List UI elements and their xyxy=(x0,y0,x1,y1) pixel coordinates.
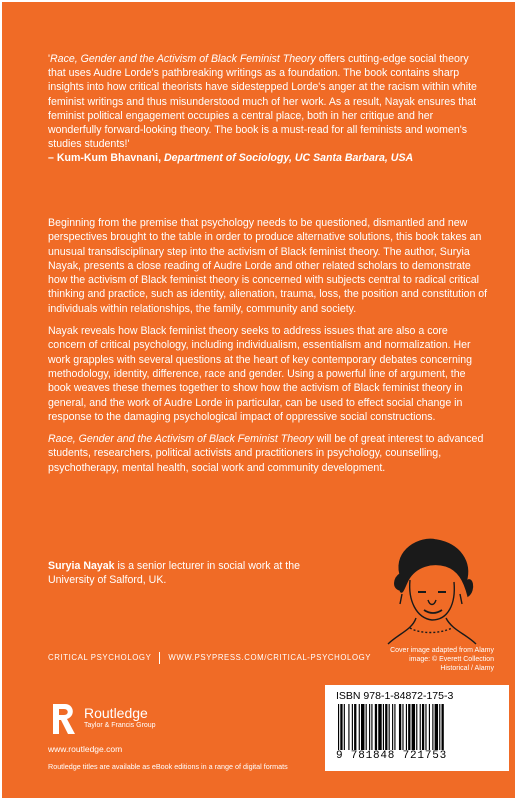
quote-body: offers cutting-edge social theory that uses Audre Lorde's pathbreaking writings as a foundation. The book contains sharp insights into how critical theorists have sidestepped Lorde's anger at the racism within white feminist writings and thus misunderstood much of her work. As a result, Nayak ensures that feminist political engagement occupies a central place, both in her critique and her wonderfully forward-looking theory. The book is a must-read for all feminists and women's studies students!' xyxy=(48,53,477,151)
barcode-bar xyxy=(361,704,364,750)
barcode-bar xyxy=(435,704,438,750)
informa-brand: informa xyxy=(399,762,426,771)
isbn-label: ISBN 978-1-84872-175-3 xyxy=(336,690,454,702)
barcode-bar xyxy=(429,704,430,750)
barcode-bar xyxy=(425,704,426,750)
barcode-bar xyxy=(369,704,370,750)
informa-prefix: an xyxy=(389,762,399,771)
barcode-bar xyxy=(371,704,372,750)
barcode-bar xyxy=(412,704,415,750)
author-name: Suryia Nayak xyxy=(48,560,115,572)
quote-book-title: Race, Gender and the Activism of Black Feminist Theory xyxy=(50,53,316,65)
barcode-bar xyxy=(359,704,360,750)
barcode-bar xyxy=(420,704,421,750)
barcode-bar xyxy=(352,704,353,750)
barcode-bar xyxy=(378,704,381,750)
author-bio-text: is a senior lecturer in social work at the University of Salford, UK. xyxy=(48,560,301,587)
series-line xyxy=(48,652,372,664)
barcode-bar xyxy=(394,704,395,750)
barcode-bar xyxy=(389,704,390,750)
barcode-bar xyxy=(408,704,410,750)
attribution-affiliation: Department of Sociology, UC Santa Barbara, USA xyxy=(163,152,414,165)
barcode-bar xyxy=(432,704,433,750)
description-paragraph-3 xyxy=(48,432,488,475)
informa-suffix: busi xyxy=(425,762,441,771)
description-paragraph-2: Nayak reveals how Black feminist theory seeks to address issues that are also a core concern of critical psychology, including individualism, essentialism and normalization. Her work grapples with several questions at the heart of key contemporary debates concerning methodology, identity, difference, race and gender. Using a powerful line of argument, the book weaves these themes together to show how the activism of Black feminist theory in general, and the work of Audre Lorde in particular, can be used to effect social change in response to the damaging psychological impact of oppressive social constructions. xyxy=(48,325,472,423)
barcode-bar xyxy=(416,704,417,750)
barcode-bar xyxy=(442,704,444,750)
quote-attribution xyxy=(48,152,413,164)
series-url[interactable]: WWW.PSYPRESS.COM/CRITICAL-PSYCHOLOGY xyxy=(168,653,372,663)
routledge-logo-icon xyxy=(48,702,78,736)
series-divider xyxy=(159,652,160,664)
barcode-bar xyxy=(406,704,407,750)
barcode-digits: 9 781848 721753 xyxy=(336,750,448,762)
series-name: CRITICAL PSYCHOLOGY xyxy=(48,653,152,663)
barcode-bar xyxy=(402,704,403,750)
barcode-bar xyxy=(422,704,424,750)
barcode-bar xyxy=(340,704,342,750)
publisher-url[interactable]: www.routledge.com xyxy=(48,744,123,754)
author-portrait xyxy=(380,534,482,646)
publisher-name: Routledge xyxy=(84,705,148,721)
barcode-bar xyxy=(385,704,387,750)
author-bio xyxy=(48,559,348,587)
barcode-bar xyxy=(375,704,377,750)
publisher-group: Taylor & Francis Group xyxy=(84,722,156,729)
quote-open-mark: ' xyxy=(48,53,51,65)
informa-business-mark xyxy=(389,762,441,771)
book-description xyxy=(48,216,488,483)
description-paragraph-3-rest: will be of great interest to advanced students, researchers, political activists and practitioners in psychology, counselling, psychotherapy, mental health, social work and community development. xyxy=(48,433,484,474)
barcode-bar xyxy=(392,704,393,750)
attribution-name: – Kum-Kum Bhavnani, xyxy=(48,152,164,165)
description-book-title: Race, Gender and the Activism of Black Feminist Theory xyxy=(48,433,314,446)
barcode-bar xyxy=(338,704,339,750)
barcode-bar xyxy=(439,704,440,750)
barcode-bar xyxy=(344,704,345,750)
barcode-bar xyxy=(354,704,356,750)
isbn-barcode-box xyxy=(325,685,509,771)
barcode xyxy=(336,704,498,750)
description-paragraph-1: Beginning from the premise that psychology needs to be questioned, dismantled and new perspectives brought to the table in order to produce alternative solutions, this book takes an unusual transdisciplinary step into the activism of Black feminist theory. The author, Suryia Nayak, presents a close reading of Audre Lorde and other related scholars to demonstrate how the activism of Black feminist theory is concerned with subjects central to radical critical thinking and practice, such as identity, alienation, trauma, loss, the position and constitution of individuals within relationships, the family, community and society. xyxy=(48,217,488,315)
barcode-bar xyxy=(383,704,384,750)
barcode-bar xyxy=(399,704,401,750)
cover-image-credit: Cover image adapted from Alamy image: © Everett Collection Historical / Alamy xyxy=(390,647,494,672)
ebook-note: Routledge titles are available as eBook editions in a range of digital formats xyxy=(48,762,288,771)
barcode-bar xyxy=(348,704,349,750)
endorsement-quote xyxy=(48,52,486,166)
barcode-bar xyxy=(366,704,367,750)
